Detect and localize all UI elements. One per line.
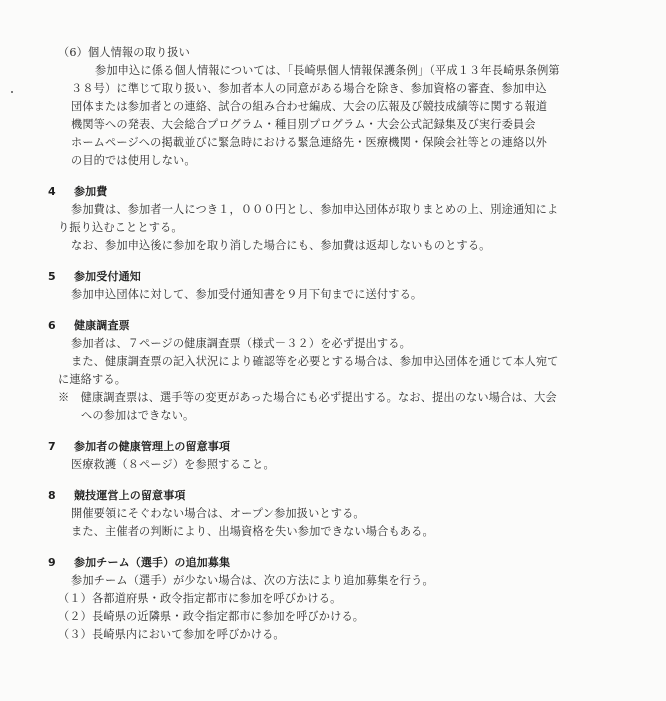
paragraph-line: に連絡する。	[58, 373, 127, 386]
scan-speck	[11, 91, 13, 93]
section-heading	[48, 556, 230, 570]
paragraph-line: 参加者は、７ページの健康調査票（様式－３２）を必ず提出する。	[71, 337, 411, 350]
paragraph-line: 参加費は、参加者一人につき１，０００円とし、参加申込団体が取りまとめの上、別途通知によ	[71, 203, 559, 216]
note-line: への参加はできない。	[81, 409, 195, 422]
list-item: （３）長崎県内において参加を呼びかける。	[58, 628, 285, 641]
paragraph-line: り振り込むこととする。	[58, 221, 183, 234]
section-number: 7	[48, 440, 56, 453]
section-number: 8	[48, 489, 56, 502]
paragraph-line: ３８号）に準じて取り扱い、参加者本人の同意がある場合を除き、参加資格の審査、参加申込	[71, 82, 547, 95]
paragraph-line: の目的では使用しない。	[71, 154, 196, 167]
section-heading	[48, 319, 130, 333]
list-item: （２）長崎県の近隣県・政令指定都市に参加を呼びかける。	[58, 610, 365, 623]
section-number: 9	[48, 556, 56, 569]
paragraph-line: また、健康調査票の記入状況により確認等を必要とする場合は、参加申込団体を通じて本人宛て	[71, 355, 559, 368]
section-number: 4	[48, 185, 56, 198]
section-title: 健康調査票	[74, 319, 130, 332]
section-heading	[48, 185, 107, 199]
section-title: 参加者の健康管理上の留意事項	[74, 440, 231, 453]
paragraph-line: 参加申込団体に対して、参加受付通知書を９月下旬までに送付する。	[71, 288, 423, 301]
section-number: 5	[48, 270, 56, 283]
subsection-heading: （6）個人情報の取り扱い	[58, 46, 190, 59]
list-item: （１）各都道府県・政令指定都市に参加を呼びかける。	[58, 592, 342, 605]
note-line: ※ 健康調査票は、選手等の変更があった場合にも必ず提出する。なお、提出のない場合は、大会	[58, 391, 557, 404]
paragraph-line: 参加申込に係る個人情報については、「長崎県個人情報保護条例」（平成１３年長崎県条例第	[95, 64, 560, 77]
paragraph-line: なお、参加申込後に参加を取り消した場合にも、参加費は返却しないものとする。	[71, 239, 491, 252]
section-title: 参加費	[74, 185, 108, 198]
section-title: 競技運営上の留意事項	[74, 489, 186, 502]
section-heading	[48, 440, 230, 454]
paragraph-line: また、主催者の判断により、出場資格を失い参加できない場合もある。	[71, 525, 434, 538]
paragraph-line: 開催要領にそぐわない場合は、オープン参加扱いとする。	[71, 507, 365, 520]
section-title: 参加チーム（選手）の追加募集	[74, 556, 231, 569]
section-heading	[48, 489, 186, 503]
section-heading	[48, 270, 141, 284]
paragraph-line: 参加チーム（選手）が少ない場合は、次の方法により追加募集を行う。	[71, 574, 434, 587]
section-number: 6	[48, 319, 56, 332]
section-title: 参加受付通知	[74, 270, 141, 283]
paragraph-line: 団体または参加者との連絡、試合の組み合わせ編成、大会の広報及び競技成績等に関する報道	[71, 100, 548, 113]
paragraph-line: ホームページへの掲載並びに緊急時における緊急連絡先・医療機関・保険会社等との連絡以外	[71, 136, 547, 149]
paragraph-line: 医療救護（８ページ）を参照すること。	[71, 458, 275, 471]
paragraph-line: 機関等への発表、大会総合プログラム・種目別プログラム・大会公式記録集及び実行委員会	[71, 118, 536, 131]
